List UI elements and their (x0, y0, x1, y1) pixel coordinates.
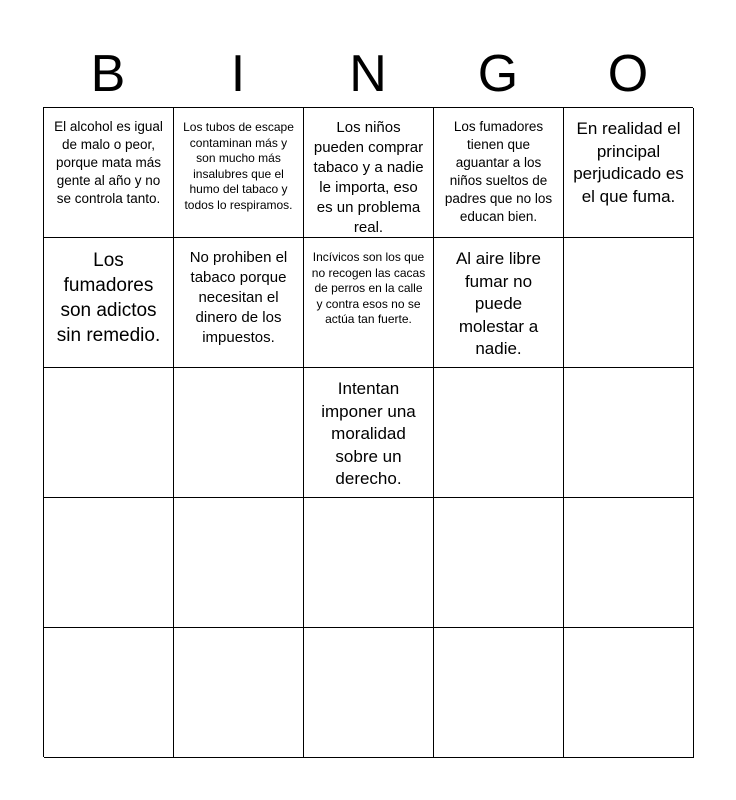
bingo-cell[interactable] (434, 108, 564, 238)
bingo-cell[interactable] (174, 108, 304, 238)
bingo-cell[interactable] (44, 628, 174, 758)
cell-text: En realidad el principal perjudicado es el que fuma. (573, 119, 684, 206)
bingo-cell[interactable] (564, 238, 694, 368)
bingo-cell[interactable] (304, 238, 434, 368)
bingo-cell[interactable] (44, 368, 174, 498)
bingo-grid (43, 107, 693, 757)
header-letter-i: I (230, 45, 246, 103)
header-letter-b: B (90, 45, 126, 103)
bingo-cell[interactable] (434, 498, 564, 628)
bingo-cell[interactable] (44, 238, 174, 368)
cell-text: Incívicos son los que no recogen las cacas de perros en la calle y contra esos no se actúa tan fuerte. (311, 250, 426, 326)
cell-text: Los tubos de escape contaminan más y son mucho más insalubres que el humo del tabaco y todos lo respiramos. (183, 120, 294, 212)
header-letter-g: G (477, 45, 519, 103)
bingo-cell[interactable] (434, 628, 564, 758)
bingo-cell[interactable] (564, 628, 694, 758)
bingo-cell[interactable] (44, 108, 174, 238)
bingo-cell[interactable] (304, 628, 434, 758)
cell-text: Los niños pueden comprar tabaco y a nadie le importa, eso es un problema real. (313, 119, 424, 236)
cell-text: Los fumadores son adictos sin remedio. (56, 250, 161, 346)
bingo-cell[interactable] (304, 498, 434, 628)
bingo-cell[interactable] (174, 498, 304, 628)
bingo-cell[interactable] (434, 238, 564, 368)
bingo-cell[interactable] (174, 628, 304, 758)
bingo-cell[interactable] (564, 498, 694, 628)
bingo-cell[interactable] (304, 368, 434, 498)
bingo-header (43, 40, 693, 108)
bingo-cell[interactable] (304, 108, 434, 238)
cell-text: Intentan imponer una moralidad sobre un derecho. (321, 379, 416, 488)
bingo-cell[interactable] (174, 368, 304, 498)
cell-text: El alcohol es igual de malo o peor, porque mata más gente al año y no se controla tanto. (54, 119, 163, 206)
bingo-cell[interactable] (564, 108, 694, 238)
bingo-cell[interactable] (564, 368, 694, 498)
cell-text: No prohiben el tabaco porque necesitan el dinero de los impuestos. (189, 249, 288, 346)
bingo-cell[interactable] (44, 498, 174, 628)
bingo-cell[interactable] (434, 368, 564, 498)
header-letter-n: N (349, 45, 387, 103)
bingo-cell[interactable] (174, 238, 304, 368)
cell-text: Los fumadores tienen que aguantar a los niños sueltos de padres que no los educan bien. (444, 119, 553, 224)
cell-text: Al aire libre fumar no puede molestar a nadie. (455, 249, 542, 358)
header-letter-o: O (607, 45, 649, 103)
